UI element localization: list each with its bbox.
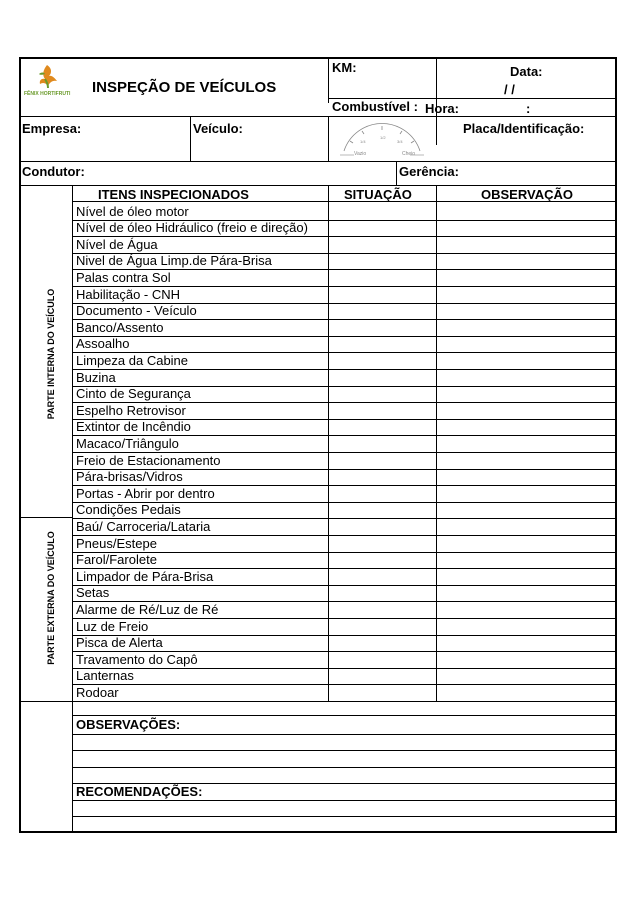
status-cell[interactable]: [329, 203, 436, 220]
inspection-item-label: Luz de Freio: [76, 618, 149, 634]
status-cell[interactable]: [329, 369, 436, 386]
status-cell[interactable]: [329, 452, 436, 469]
inspection-item-label: Extintor de Incêndio: [76, 419, 191, 435]
status-cell[interactable]: [329, 668, 436, 685]
inspection-item-label: Assoalho: [76, 336, 130, 352]
inspection-item-label: Palas contra Sol: [76, 269, 171, 285]
recommendations-label: RECOMENDAÇÕES:: [76, 784, 203, 799]
notes-cell[interactable]: [437, 236, 617, 253]
notes-cell[interactable]: [437, 684, 617, 701]
notes-cell[interactable]: [437, 402, 617, 419]
status-cell[interactable]: [329, 352, 436, 369]
inspection-item-label: Pára-brisas/Vidros: [76, 469, 183, 485]
inspection-item-label: Limpador de Pára-Brisa: [76, 568, 214, 584]
status-cell[interactable]: [329, 336, 436, 353]
inspection-item-label: Documento - Veículo: [76, 303, 197, 319]
observations-label: OBSERVAÇÕES:: [76, 717, 181, 732]
status-cell[interactable]: [329, 469, 436, 486]
inspection-item-label: Nível de Água: [76, 236, 158, 252]
notes-cell[interactable]: [437, 303, 617, 320]
inspection-item-label: Cinto de Segurança: [76, 386, 191, 402]
date-label: Data:: [510, 64, 543, 79]
inspection-item-label: Condições Pedais: [76, 502, 181, 518]
inspection-item-label: Portas - Abrir por dentro: [76, 485, 215, 501]
notes-cell[interactable]: [437, 601, 617, 618]
notes-cell[interactable]: [437, 352, 617, 369]
notes-cell[interactable]: [437, 286, 617, 303]
inspection-item-label: Nível de óleo Hidráulico (freio e direção): [76, 220, 308, 236]
status-cell[interactable]: [329, 220, 436, 237]
notes-cell[interactable]: [437, 435, 617, 452]
vehicle-label: Veículo:: [193, 121, 243, 136]
status-cell[interactable]: [329, 236, 436, 253]
date-field[interactable]: / /: [504, 82, 515, 97]
column-header-notes: OBSERVAÇÃO: [481, 187, 573, 202]
column-header-status: SITUAÇÃO: [344, 187, 412, 202]
status-cell[interactable]: [329, 585, 436, 602]
notes-cell[interactable]: [437, 552, 617, 569]
company-label: Empresa:: [22, 121, 82, 136]
inspection-item-label: Nivel de Água Limp.de Pára-Brisa: [76, 253, 272, 269]
notes-cell[interactable]: [437, 269, 617, 286]
notes-cell[interactable]: [437, 336, 617, 353]
status-cell[interactable]: [329, 269, 436, 286]
company-logo-text: FÊNIX HORTIFRUTI: [24, 91, 71, 97]
notes-cell[interactable]: [437, 319, 617, 336]
notes-cell[interactable]: [437, 386, 617, 403]
notes-cell[interactable]: [437, 668, 617, 685]
svg-text:3/4: 3/4: [397, 139, 403, 144]
notes-cell[interactable]: [437, 635, 617, 652]
fuel-gauge[interactable]: [332, 117, 432, 159]
inspection-item-label: Espelho Retrovisor: [76, 402, 186, 418]
notes-cell[interactable]: [437, 651, 617, 668]
notes-cell[interactable]: [437, 485, 617, 502]
driver-label: Condutor:: [22, 164, 85, 179]
inspection-form: [19, 57, 617, 833]
notes-cell[interactable]: [437, 518, 617, 535]
status-cell[interactable]: [329, 303, 436, 320]
page-title: INSPEÇÃO DE VEÍCULOS: [92, 79, 277, 96]
status-cell[interactable]: [329, 485, 436, 502]
section-label-interior: PARTE INTERNA DO VEÍCULO: [46, 288, 56, 420]
notes-cell[interactable]: [437, 253, 617, 270]
inspection-item-label: Pisca de Alerta: [76, 635, 163, 651]
inspection-item-label: Macaco/Triângulo: [76, 435, 179, 451]
time-label: Hora:: [425, 101, 459, 116]
status-cell[interactable]: [329, 435, 436, 452]
notes-cell[interactable]: [437, 452, 617, 469]
status-cell[interactable]: [329, 286, 436, 303]
status-cell[interactable]: [329, 535, 436, 552]
notes-cell[interactable]: [437, 618, 617, 635]
svg-text:1/4: 1/4: [360, 139, 366, 144]
status-cell[interactable]: [329, 518, 436, 535]
notes-cell[interactable]: [437, 568, 617, 585]
status-cell[interactable]: [329, 601, 436, 618]
status-cell[interactable]: [329, 552, 436, 569]
status-cell[interactable]: [329, 502, 436, 519]
status-cell[interactable]: [329, 618, 436, 635]
inspection-item-label: Nível de óleo motor: [76, 203, 189, 219]
fuel-label: Combustível :: [332, 99, 418, 114]
inspection-item-label: Banco/Assento: [76, 319, 164, 335]
status-cell[interactable]: [329, 386, 436, 403]
status-cell[interactable]: [329, 684, 436, 701]
status-cell[interactable]: [329, 253, 436, 270]
inspection-item-label: Rodoar: [76, 684, 119, 700]
section-label-exterior: PARTE EXTERNA DO VEÍCULO: [46, 531, 56, 665]
status-cell[interactable]: [329, 635, 436, 652]
notes-cell[interactable]: [437, 220, 617, 237]
inspection-item-label: Setas: [76, 585, 110, 601]
notes-cell[interactable]: [437, 585, 617, 602]
inspection-item-label: Freio de Estacionamento: [76, 452, 221, 468]
notes-cell[interactable]: [437, 369, 617, 386]
notes-cell[interactable]: [437, 502, 617, 519]
plate-label: Placa/Identificação:: [463, 121, 585, 136]
inspection-item-label: Limpeza da Cabine: [76, 352, 189, 368]
inspection-item-label: Baú/ Carroceria/Lataria: [76, 518, 211, 534]
status-cell[interactable]: [329, 419, 436, 436]
status-cell[interactable]: [329, 651, 436, 668]
column-header-items: ITENS INSPECIONADOS: [98, 187, 249, 202]
fuel-gauge-full-label: Cheio: [402, 151, 416, 157]
notes-cell[interactable]: [437, 469, 617, 486]
inspection-item-label: Alarme de Ré/Luz de Ré: [76, 601, 219, 617]
company-logo: [23, 61, 73, 105]
status-cell[interactable]: [329, 568, 436, 585]
notes-cell[interactable]: [437, 419, 617, 436]
inspection-item-label: Farol/Farolete: [76, 552, 157, 568]
km-label: KM:: [332, 60, 357, 75]
management-label: Gerência:: [399, 164, 459, 179]
status-cell[interactable]: [329, 319, 436, 336]
svg-text:1/2: 1/2: [380, 135, 386, 140]
notes-cell[interactable]: [437, 203, 617, 220]
inspection-item-label: Pneus/Estepe: [76, 535, 157, 551]
inspection-item-label: Habilitação - CNH: [76, 286, 181, 302]
inspection-item-label: Travamento do Capô: [76, 651, 198, 667]
inspection-item-label: Buzina: [76, 369, 116, 385]
inspection-item-label: Lanternas: [76, 668, 134, 684]
time-separator: :: [526, 101, 531, 116]
fuel-gauge-empty-label: Vazio: [354, 151, 367, 157]
notes-cell[interactable]: [437, 535, 617, 552]
status-cell[interactable]: [329, 402, 436, 419]
